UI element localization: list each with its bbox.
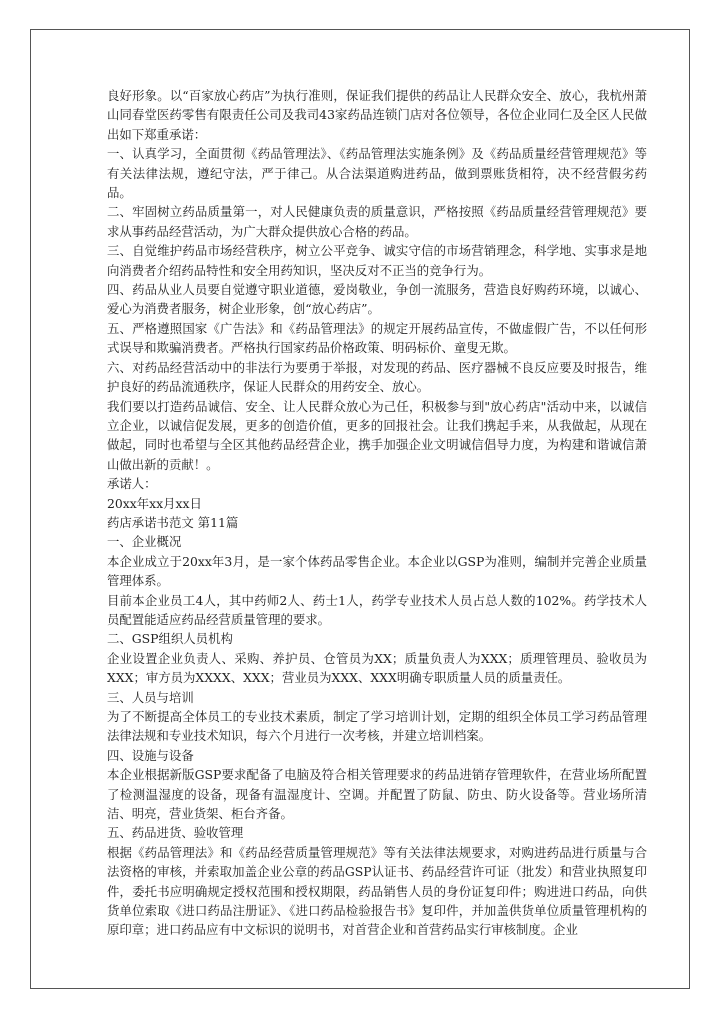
paragraph-promise-5: 五、严格遵照国家《广告法》和《药品管理法》的规定开展药品宣传，不做虚假广告，不以任何形式误导和欺骗消费者。严格执行国家药品价格政策、明码标价、童叟无欺。 [107,320,647,356]
document-page [30,29,690,989]
heading-gsp-organization: 二、GSP组织人员机构 [107,631,233,647]
paragraph-overview: 本企业成立于20xx年3月，是一家个体药品零售企业。本企业以GSP为准则，编制并完善企业质量管理体系。 [107,553,647,589]
paragraph-promise-4: 四、药品从业人员要自觉遵守职业道德，爱岗敬业，争创一流服务，营造良好购药环境，以诚心、爱心为消费者服务，树企业形象，创“放心药店”。 [107,282,647,317]
paragraph-promise-1: 一、认真学习，全面贯彻《药品管理法》、《药品管理法实施条例》及《药品质量经营管理规范》等有关法律法规，遵纪守法，严于律己。从合法渠道购进药品，做到票账货相符，决不经营假劣药品。 [107,146,647,201]
document-body [107,86,647,940]
heading-purchasing: 五、药品进货、验收管理 [107,825,244,841]
paragraph-promise-6: 六、对药品经营活动中的非法行为要勇于举报，对发现的药品、医疗器械不良反应要及时报告，维护良好的药品流通秩序，保证人民群众的用药安全、放心。 [107,359,647,395]
paragraph-training: 为了不断提高全体员工的专业技术素质，制定了学习培训计划，定期的组织全体员工学习药品管理法律法规和专业技术知识，每六个月进行一次考核，并建立培训档案。 [107,709,647,744]
date-line: 20xx年xx月xx日 [107,495,202,511]
paragraph-facilities: 本企业根据新版GSP要求配备了电脑及符合相关管理要求的药品进销存管理软件，在营业场所配置了检测温湿度的设备，现备有温湿度计、空调。并配置了防鼠、防虫、防火设备等。营业场所清洁、明亮，营业货架、柜台齐备。 [107,767,647,822]
heading-facilities: 四、设施与设备 [107,747,194,763]
paragraph-intro: 良好形象。以“百家放心药店”为执行准则，保证我们提供的药品让人民群众安全、放心，我杭州萧山同春堂医药零售有限责任公司及我司43家药品连锁门店对各位领导，各位企业同仁及全区人民做出如下郑重承诺： [107,88,647,142]
signatory-label: 承诺人： [107,476,157,492]
paragraph-promise-3: 三、自觉维护药品市场经营秩序，树立公平竞争、诚实守信的市场营销理念，科学地、实事求是地向消费者介绍药品特性和安全用药知识，坚决反对不正当的竞争行为。 [107,243,647,278]
paragraph-purchasing: 根据《药品管理法》和《药品经营质量管理规范》等有关法律法规要求，对购进药品进行质量与合法资格的审核，并索取加盖企业公章的药品GSP认证书、药品经营许可证（批发）和营业执照复印件，委托书应明确规定授权范围和授权期限，药品销售人员的身份证复印件；购进进口药品，向供货单位索取《进口药品注册证》、《进口药品检验报告书》复印件，并加盖供货单位质量管理机构的原印章；进口药品应有中文标识的说明书，对首营企业和首营药品实行审核制度。企业 [107,844,647,938]
section-title: 药店承诺书范文 第11篇 [107,514,239,530]
heading-training: 三、人员与培训 [107,689,194,705]
paragraph-staff: 目前本企业员工4人，其中药师2人、药士1人，药学专业技术人员占总人数的102%。药学技术人员配置能适应药品经营质量管理的要求。 [107,592,647,627]
heading-overview: 一、企业概况 [107,534,182,550]
paragraph-promise-2: 二、牢固树立药品质量第一，对人民健康负责的质量意识，严格按照《药品质量经营管理规范》要求从事药品经营活动，为广大群众提供放心合格的药品。 [107,204,647,239]
paragraph-closing: 我们要以打造药品诚信、安全、让人民群众放心为己任，积极参与到"放心药店"活动中来，以诚信立企业，以诚信促发展，更多的创造价值，更多的回报社会。让我们携起手来，从我做起，从现在做起，同时也希望与全区其他药品经营企业，携手加强企业文明诚信倡导力度，为构建和谐诚信萧山做出新的贡献！。 [107,398,647,472]
paragraph-gsp-organization: 企业设置企业负责人、采购、养护员、仓管员为XX；质量负责人为XXX；质理管理员、验收员为XXX；审方员为XXXX、XXX；营业员为XXX、XXX明确专职质量人员的质量责任。 [107,650,647,686]
